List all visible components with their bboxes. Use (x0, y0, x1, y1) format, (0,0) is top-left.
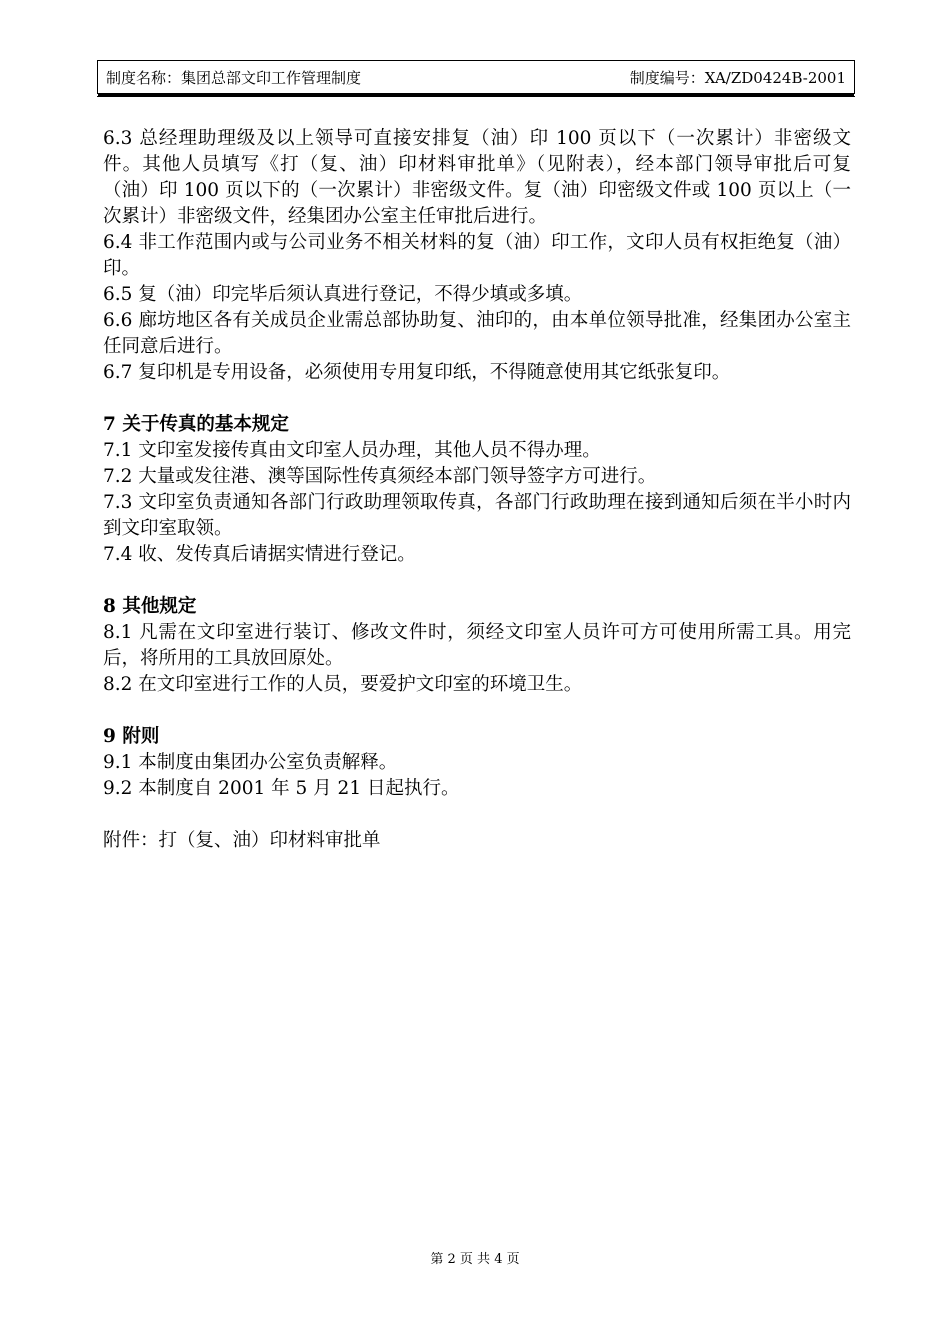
paragraph-6-7: 6.7 复印机是专用设备，必须使用专用复印纸，不得随意使用其它纸张复印。 (103, 362, 731, 383)
attachment-note: 附件：打（复、油）印材料审批单 (103, 830, 381, 851)
paragraph-9-2: 9.2 本制度自 2001 年 5 月 21 日起执行。 (103, 778, 460, 799)
section-9-title: 9 附则 (103, 726, 160, 747)
document-header (97, 60, 855, 94)
paragraph-6-4: 6.4 非工作范围内或与公司业务不相关材料的复（油）印工作，文印人员有权拒绝复（油）印。 (103, 232, 851, 279)
regulation-name: 制度名称：集团总部文印工作管理制度 (106, 68, 362, 87)
paragraph-7-1: 7.1 文印室发接传真由文印室人员办理，其他人员不得办理。 (103, 440, 601, 461)
paragraph-6-3: 6.3 总经理助理级及以上领导可直接安排复（油）印 100 页以下（一次累计）非密级文件。其他人员填写《打（复、油）印材料审批单》（见附表），经本部门领导审批后可复（油）印 100 页以下的（一次累计）非密级文件。复（油）印密级文件或 100 页以上（一次累计）非密级文件，经集团办公室主任审批后进行。 (103, 128, 851, 227)
document-body (103, 126, 851, 854)
paragraph-7-2: 7.2 大量或发往港、澳等国际性传真须经本部门领导签字方可进行。 (103, 466, 657, 487)
paragraph-6-6: 6.6 廊坊地区各有关成员企业需总部协助复、油印的，由本单位领导批准，经集团办公室主任同意后进行。 (103, 310, 851, 357)
page-number: 第 2 页 共 4 页 (430, 1252, 520, 1267)
paragraph-8-1: 8.1 凡需在文印室进行装订、修改文件时，须经文印室人员许可方可使用所需工具。用完后，将所用的工具放回原处。 (103, 622, 851, 669)
section-8-title: 8 其他规定 (103, 596, 197, 617)
regulation-code: 制度编号：XA/ZD0424B-2001 (629, 68, 846, 87)
paragraph-9-1: 9.1 本制度由集团办公室负责解释。 (103, 752, 398, 773)
paragraph-7-3: 7.3 文印室负责通知各部门行政助理领取传真，各部门行政助理在接到通知后须在半小时内到文印室取领。 (103, 492, 851, 539)
paragraph-7-4: 7.4 收、发传真后请据实情进行登记。 (103, 544, 416, 565)
section-7-title: 7 关于传真的基本规定 (103, 414, 289, 435)
paragraph-8-2: 8.2 在文印室进行工作的人员，要爱护文印室的环境卫生。 (103, 674, 583, 695)
paragraph-6-5: 6.5 复（油）印完毕后须认真进行登记，不得少填或多填。 (103, 284, 583, 305)
